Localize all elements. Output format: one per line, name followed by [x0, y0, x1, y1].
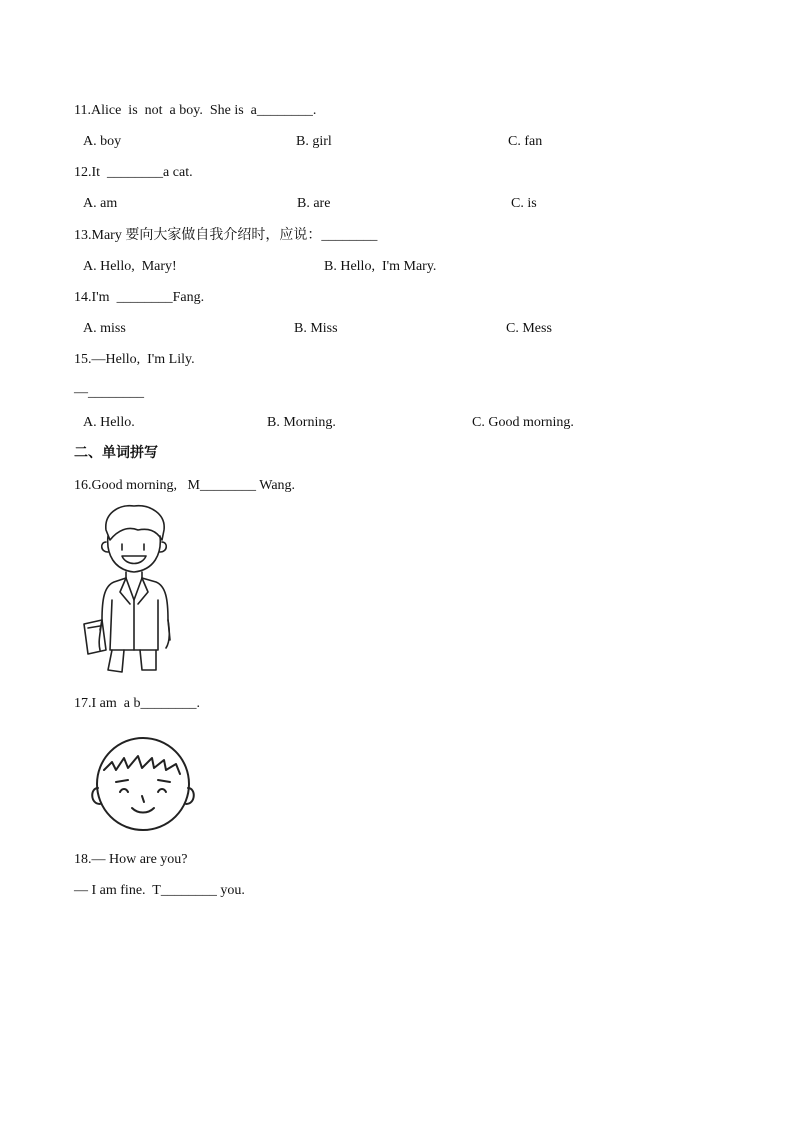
question-15-option-a: A. Hello. [83, 415, 135, 430]
question-12-option-c: C. is [511, 196, 537, 211]
man-teacher-illustration [78, 500, 176, 683]
question-11-option-a: A. boy [83, 134, 122, 149]
question-12-option-b: B. are [297, 196, 331, 211]
question-16-stem: 16.Good morning, M________ Wang. [74, 478, 296, 493]
question-18-stem: 18.— How are you? [74, 852, 188, 867]
question-14-option-b: B. Miss [294, 321, 338, 336]
question-12-stem: 12.It ________a cat. [74, 165, 193, 180]
question-15-option-b: B. Morning. [267, 415, 336, 430]
question-11-option-c: C. fan [508, 134, 543, 149]
question-15-stem-reply: —________ [74, 385, 144, 400]
question-13-option-a: A. Hello, Mary! [83, 259, 177, 274]
question-14-stem: 14.I'm ________Fang. [74, 290, 205, 305]
question-11-stem: 11.Alice is not a boy. She is a________. [74, 103, 317, 118]
question-12-option-a: A. am [83, 196, 118, 211]
question-15-stem: 15.—Hello, I'm Lily. [74, 352, 195, 367]
question-14-option-a: A. miss [83, 321, 126, 336]
boy-face-illustration [88, 730, 198, 837]
question-11-option-b: B. girl [296, 134, 332, 149]
question-15-option-c: C. Good morning. [472, 415, 574, 430]
question-18-stem-reply: — I am fine. T________ you. [74, 883, 245, 898]
question-13-option-b: B. Hello, I'm Mary. [324, 259, 437, 274]
question-13-stem: 13.Mary 要向大家做自我介绍时，应说：________ [74, 228, 378, 243]
question-17-stem: 17.I am a b________. [74, 696, 200, 711]
section-title: 二、单词拼写 [74, 445, 158, 461]
question-14-option-c: C. Mess [506, 321, 552, 336]
